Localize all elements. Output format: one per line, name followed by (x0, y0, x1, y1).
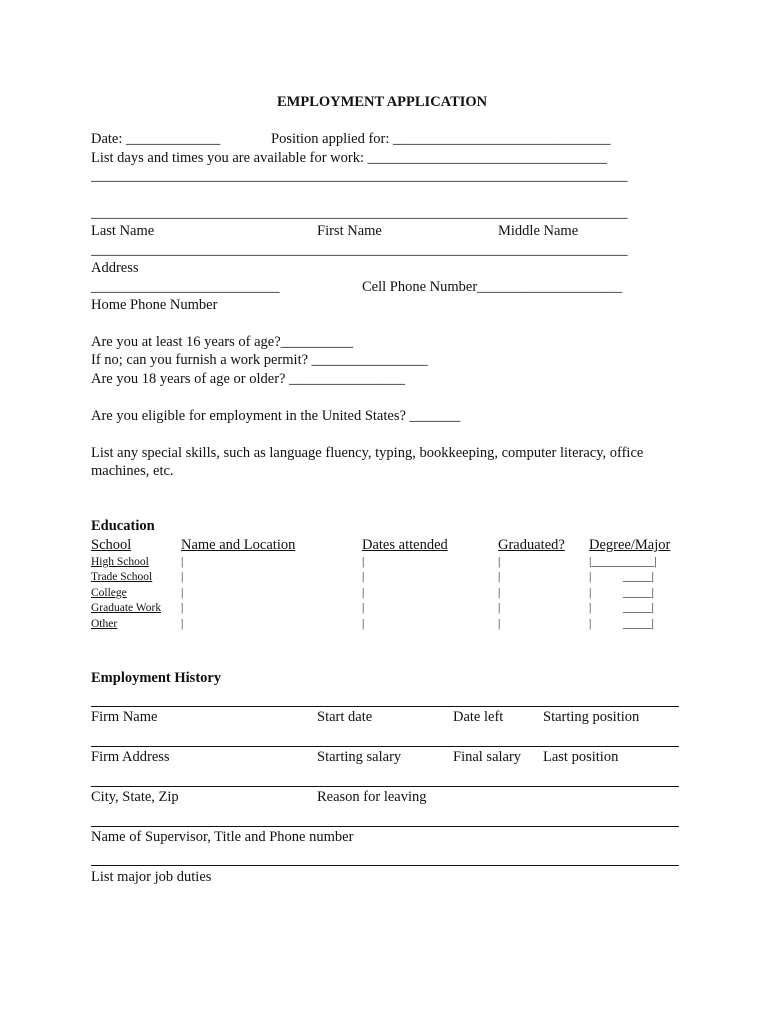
first-name-label: First Name (317, 223, 382, 239)
name-blank[interactable]: __________________________________________________________________________ (91, 205, 628, 221)
divider (91, 865, 679, 866)
school-label: Trade School (91, 571, 153, 583)
last-position-label: Last position (543, 749, 619, 765)
divider (91, 786, 679, 787)
degree-cell[interactable]: |___________| (589, 556, 657, 568)
firm-address-label: Firm Address (91, 749, 170, 765)
date-left-label: Date left (453, 709, 504, 725)
name-cell[interactable]: | (181, 571, 184, 583)
degree-cell[interactable]: | _____| (589, 618, 654, 630)
supervisor-label: Name of Supervisor, Title and Phone number (91, 829, 354, 845)
reason-leaving-label: Reason for leaving (317, 789, 427, 805)
name-cell[interactable]: | (181, 556, 184, 568)
school-label: Graduate Work (91, 602, 162, 614)
address-label: Address (91, 260, 139, 276)
skills-line-1: List any special skills, such as language fluency, typing, bookkeeping, computer literacy, office (91, 445, 644, 461)
starting-position-label: Starting position (543, 709, 640, 725)
degree-cell[interactable]: | _____| (589, 571, 654, 583)
divider (91, 826, 679, 827)
home-phone-blank[interactable]: __________________________ (91, 279, 280, 295)
dates-cell[interactable]: | (362, 571, 365, 583)
availability-field[interactable]: List days and times you are available for work: _________________________________ (91, 150, 607, 166)
skills-line-2: machines, etc. (91, 463, 174, 479)
col-name-location: Name and Location (181, 537, 296, 553)
degree-cell[interactable]: | _____| (589, 602, 654, 614)
col-dates-attended: Dates attended (362, 537, 448, 553)
middle-name-label: Middle Name (498, 223, 579, 239)
age-16-question[interactable]: Are you at least 16 years of age?__________ (91, 334, 354, 350)
date-field[interactable]: Date: _____________ (91, 131, 221, 147)
work-permit-question[interactable]: If no; can you furnish a work permit? ________________ (91, 352, 428, 368)
name-cell[interactable]: | (181, 602, 184, 614)
school-label: College (91, 587, 127, 599)
final-salary-label: Final salary (453, 749, 522, 765)
name-cell[interactable]: | (181, 587, 184, 599)
graduated-cell[interactable]: | (498, 556, 501, 568)
col-graduated: Graduated? (498, 537, 565, 553)
employment-heading: Employment History (91, 670, 222, 686)
school-label: High School (91, 556, 149, 568)
graduated-cell[interactable]: | (498, 602, 501, 614)
age-18-question[interactable]: Are you 18 years of age or older? ________________ (91, 371, 406, 387)
availability-blank[interactable]: __________________________________________________________________________ (91, 168, 628, 184)
degree-cell[interactable]: | _____| (589, 587, 654, 599)
dates-cell[interactable]: | (362, 556, 365, 568)
position-field[interactable]: Position applied for: ______________________________ (271, 131, 611, 147)
col-degree-major: Degree/Major (589, 537, 671, 553)
education-heading: Education (91, 518, 155, 534)
graduated-cell[interactable]: | (498, 618, 501, 630)
eligibility-question[interactable]: Are you eligible for employment in the United States? _______ (91, 408, 461, 424)
name-cell[interactable]: | (181, 618, 184, 630)
last-name-label: Last Name (91, 223, 155, 239)
school-label: Other (91, 618, 118, 630)
cell-phone-field[interactable]: Cell Phone Number____________________ (362, 279, 623, 295)
firm-name-label: Firm Name (91, 709, 158, 725)
divider (91, 746, 679, 747)
start-date-label: Start date (317, 709, 373, 725)
starting-salary-label: Starting salary (317, 749, 402, 765)
divider (91, 706, 679, 707)
graduated-cell[interactable]: | (498, 571, 501, 583)
page-title: EMPLOYMENT APPLICATION (277, 94, 488, 110)
dates-cell[interactable]: | (362, 602, 365, 614)
dates-cell[interactable]: | (362, 618, 365, 630)
job-duties-label: List major job duties (91, 869, 212, 885)
graduated-cell[interactable]: | (498, 587, 501, 599)
home-phone-label: Home Phone Number (91, 297, 218, 313)
col-school: School (91, 537, 132, 553)
city-state-zip-label: City, State, Zip (91, 789, 179, 805)
dates-cell[interactable]: | (362, 587, 365, 599)
address-blank[interactable]: __________________________________________________________________________ (91, 242, 628, 258)
